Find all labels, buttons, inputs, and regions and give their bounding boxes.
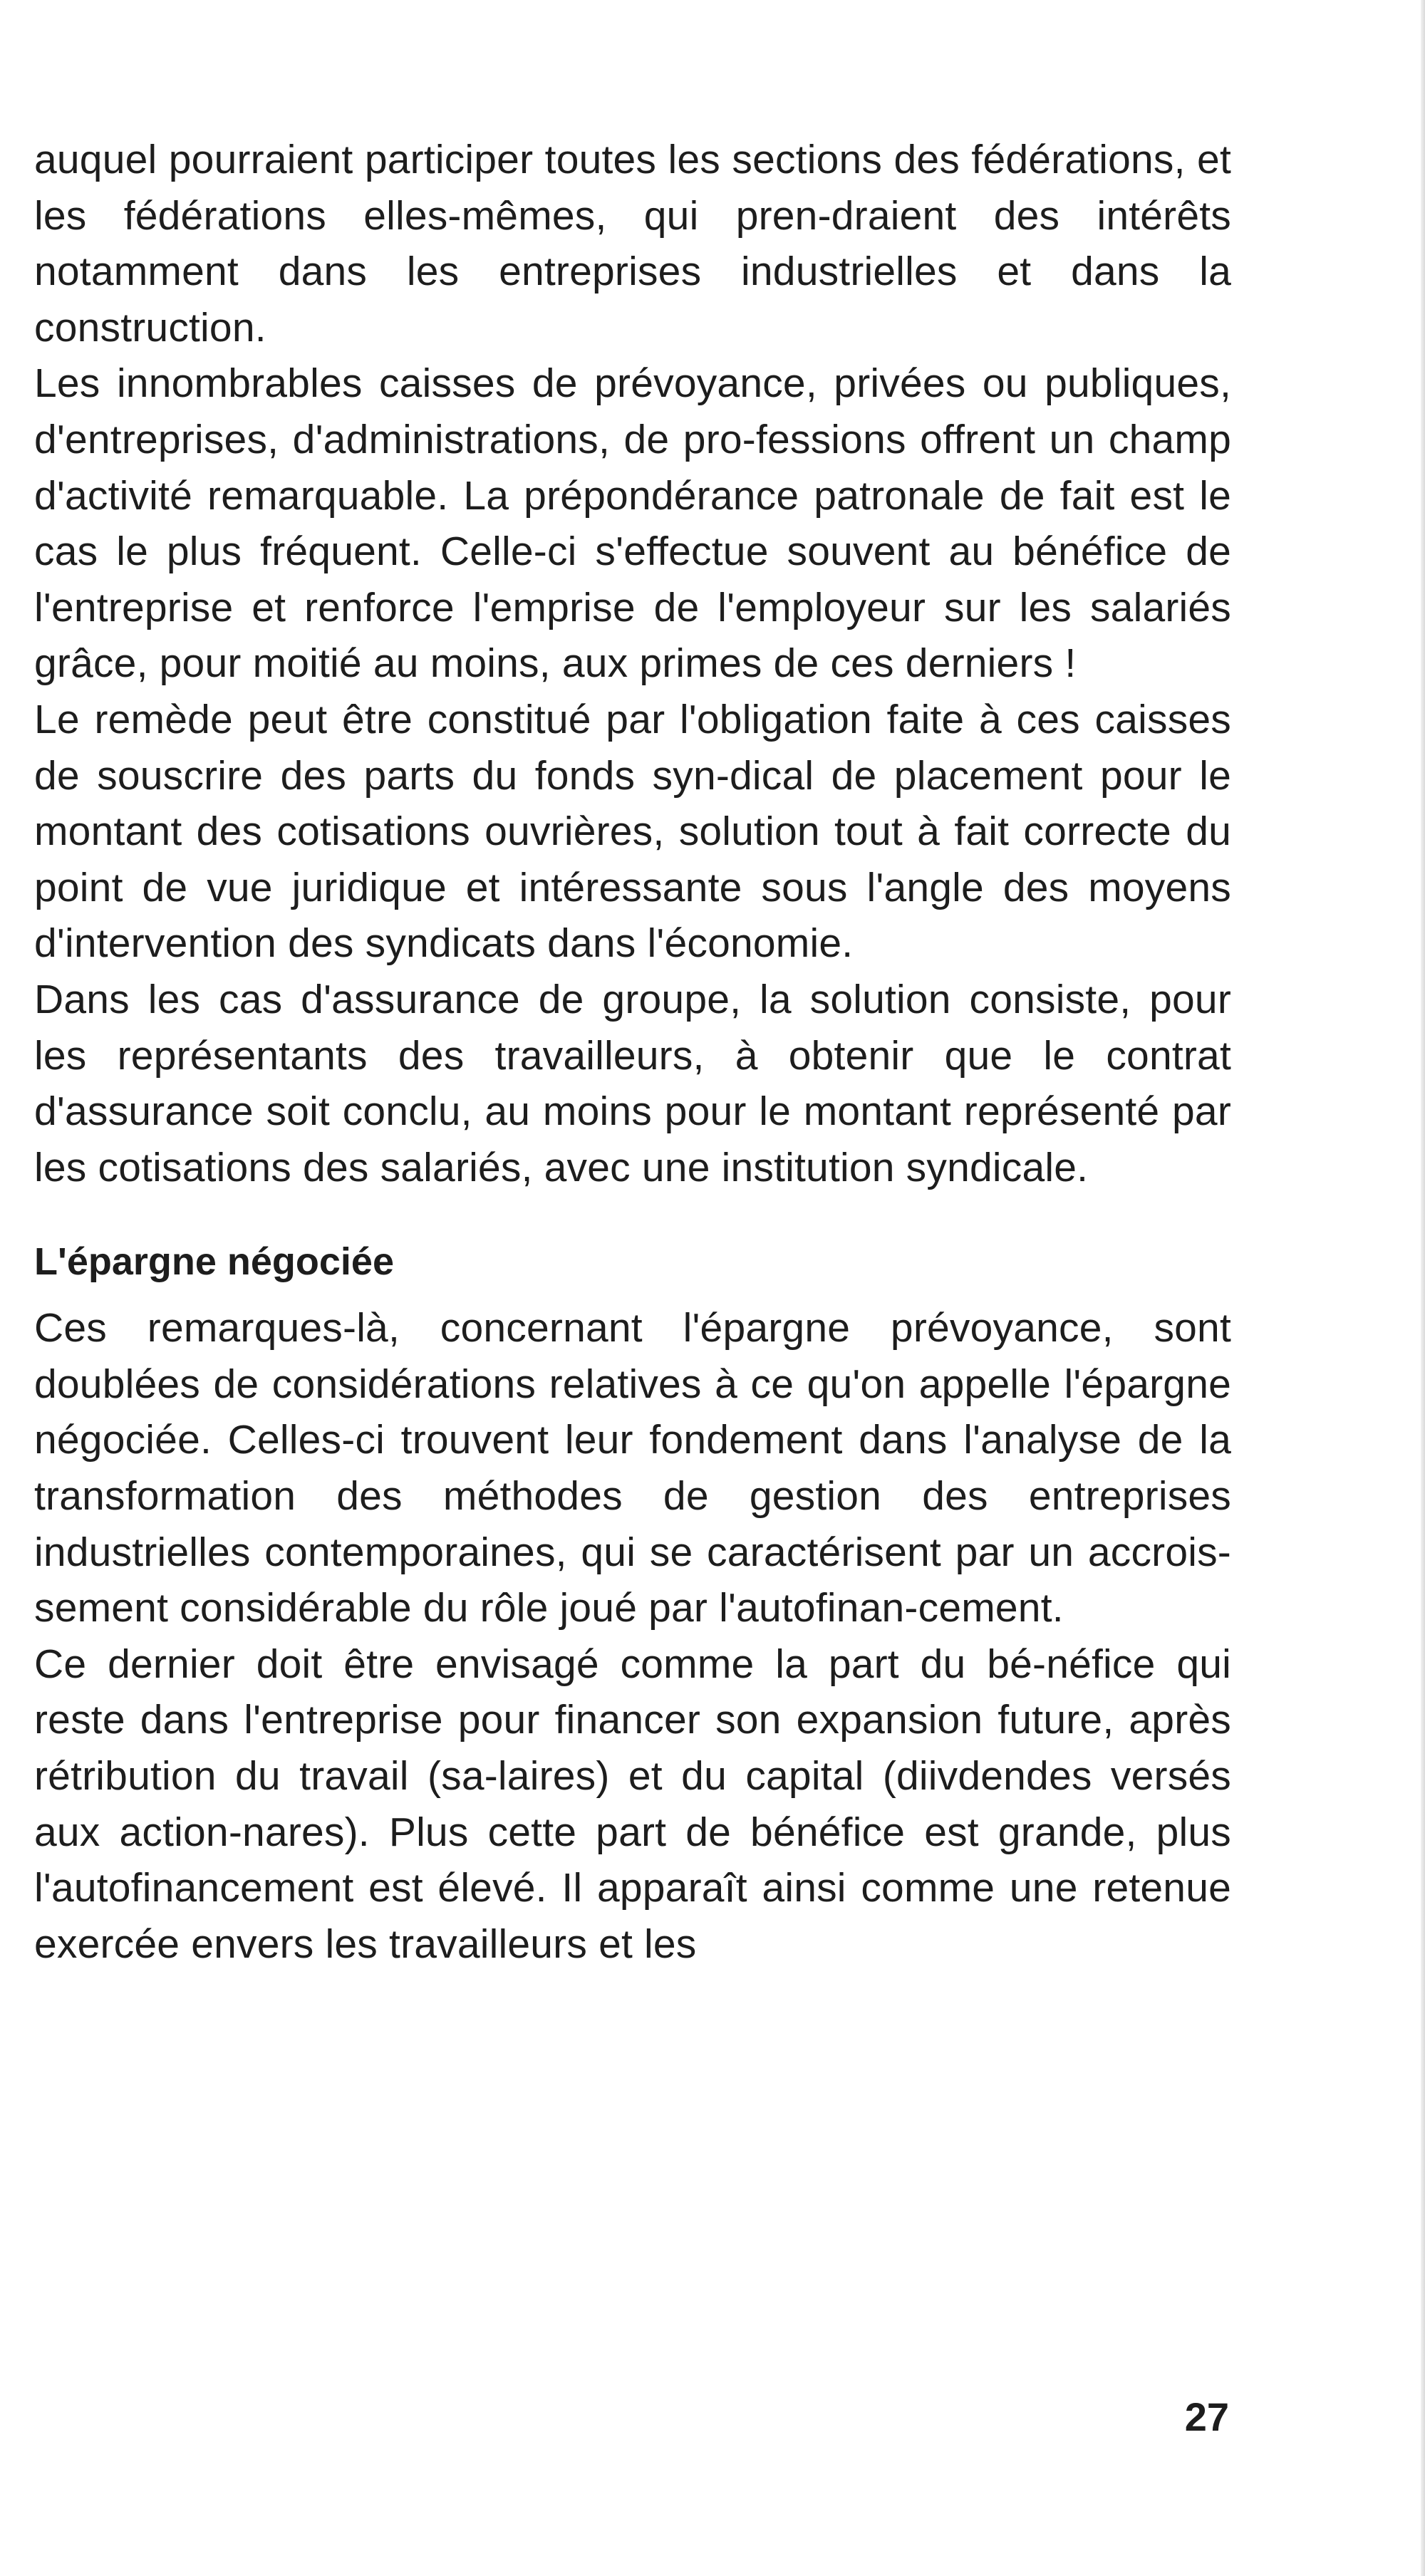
paragraph-remede: Le remède peut être constitué par l'obligation faite à ces caisses de souscrire des parts du fonds syn-dical de placement pour le montant des cotisations ouvrières, solution tout à fait correcte du point de vue juridique et intéressante sous l'angle des moyens d'intervention des syndicats dans l'économie.	[34, 696, 1231, 967]
section-heading: L'épargne négociée	[34, 1240, 394, 1284]
page-body	[34, 132, 1231, 1972]
page-edge-shadow	[1421, 0, 1425, 2576]
paragraph-epargne-negociee: Ces remarques-là, concernant l'épargne prévoyance, sont doublées de considérations relatives à ce qu'on appelle l'épargne négociée. Celles-ci trouvent leur fondement dans l'analyse de la transformation des méthodes de gestion des entreprises industrielles contemporaines, qui se caractérisent par un accrois-sement considérable du rôle joué par l'autofinan-cement.	[34, 1305, 1231, 1631]
paragraph-assurance-groupe: Dans les cas d'assurance de groupe, la solution consiste, pour les représentants des travailleurs, à obtenir que le contrat d'assurance soit conclu, au moins pour le montant représenté par les cotisations des salariés, avec une institution syndicale.	[34, 976, 1231, 1190]
page-number: 27	[1184, 2394, 1229, 2439]
paragraph-autofinancement: Ce dernier doit être envisagé comme la part du bé-néfice qui reste dans l'entreprise pour financer son expansion future, après rétribution du travail (sa-laires) et du capital (diivdendes versés aux action-nares). Plus cette part de bénéfice est grande, plus l'autofinancement est élevé. Il apparaît ainsi comme une retenue exercée envers les travailleurs et les	[34, 1641, 1231, 1967]
paragraph-caisses-prevoyance: Les innombrables caisses de prévoyance, privées ou publiques, d'entreprises, d'administrations, de pro-fessions offrent un champ d'activité remarquable. La prépondérance patronale de fait est le cas le plus fréquent. Celle-ci s'effectue souvent au bénéfice de l'entreprise et renforce l'emprise de l'employeur sur les salariés grâce, pour moitié au moins, aux primes de ces derniers !	[34, 360, 1231, 687]
paragraph-intro-continuation: auquel pourraient participer toutes les sections des fédérations, et les fédérations elles-mêmes, qui pren-draient des intérêts notamment dans les entreprises industrielles et dans la construction.	[34, 137, 1231, 350]
